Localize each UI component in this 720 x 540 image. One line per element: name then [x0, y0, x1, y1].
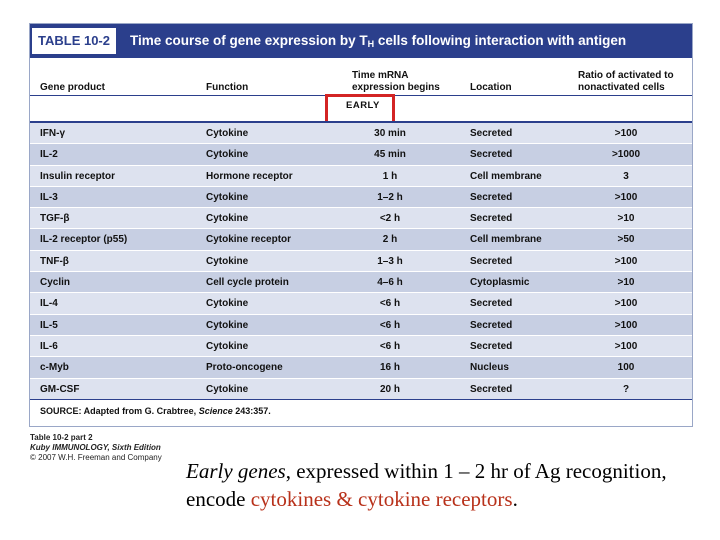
slide-caption: Early genes, expressed within 1 – 2 hr of Ag recognition, encode cytokines & cytokine receptors.	[186, 459, 667, 511]
location-cell: Secreted	[470, 383, 513, 395]
table-title: Time course of gene expression by $T_H$ cells following interaction with antigen	[130, 33, 627, 49]
function-cell: Cytokine	[206, 255, 249, 267]
source-divider	[30, 399, 692, 400]
time-cell: 4–6 h	[377, 277, 403, 289]
table-source: SOURCE: Adapted from G. Crabtree, Science 243:357.	[40, 406, 271, 416]
table-row	[30, 208, 692, 229]
figure-credit	[30, 433, 162, 463]
gene-product-cell: c-Myb	[40, 362, 69, 374]
location-cell: Secreted	[470, 298, 513, 310]
function-cell: Hormone receptor	[206, 170, 293, 182]
gene-product-cell: IL-4	[40, 298, 58, 310]
location-cell: Secreted	[470, 149, 513, 161]
time-cell: 20 h	[379, 383, 400, 395]
ratio-cell: ?	[622, 383, 630, 395]
time-cell: 1–3 h	[377, 255, 403, 267]
ratio-cell: >100	[614, 340, 638, 352]
header-function: Function	[206, 82, 249, 93]
gene-product-cell: Cyclin	[40, 277, 71, 289]
time-cell: 30 min	[374, 128, 406, 139]
table-row	[30, 123, 692, 144]
header-time: Time mRNA expression begins	[352, 70, 440, 93]
table-row	[30, 166, 692, 187]
ratio-cell: >100	[614, 191, 638, 203]
function-cell: Cytokine	[206, 298, 249, 310]
table-title-bar	[30, 24, 692, 58]
ratio-cell: 3	[623, 170, 629, 182]
gene-product-cell: Insulin receptor	[40, 170, 116, 182]
time-cell: <6 h	[379, 298, 401, 310]
function-cell: Proto-oncogene	[206, 362, 283, 374]
function-cell: Cytokine	[206, 191, 249, 203]
header-gene-product: Gene product	[40, 82, 106, 93]
function-cell: Cytokine receptor	[206, 234, 292, 246]
ratio-cell: >50	[617, 234, 635, 246]
gene-product-cell: IFN-γ	[40, 128, 65, 139]
function-cell: Cytokine	[206, 340, 249, 352]
location-cell: Secreted	[470, 340, 513, 352]
time-cell: 1–2 h	[377, 191, 403, 203]
ratio-cell: 100	[617, 362, 635, 374]
time-cell: 1 h	[382, 170, 398, 182]
location-cell: Cell membrane	[470, 234, 542, 246]
table-body	[30, 123, 692, 400]
gene-product-cell: GM-CSF	[40, 383, 80, 395]
ratio-cell: >100	[614, 319, 638, 331]
function-cell: Cytokine	[206, 149, 249, 161]
time-cell: <2 h	[379, 213, 401, 225]
group-label-early: EARLY	[346, 100, 380, 111]
gene-product-cell: TNF-β	[40, 255, 69, 267]
location-cell: Cytoplasmic	[470, 277, 530, 289]
gene-product-cell: IL-6	[40, 340, 58, 352]
credit-table-ref: Table 10-2 part 2	[30, 433, 93, 442]
table-row	[30, 379, 692, 400]
ratio-cell: >10	[617, 213, 635, 225]
gene-expression-table	[29, 23, 693, 427]
gene-product-cell: IL-2	[40, 149, 58, 161]
ratio-cell: >10	[617, 277, 635, 289]
table-row	[30, 251, 692, 272]
table-row	[30, 229, 692, 250]
gene-product-cell: IL-5	[40, 319, 58, 331]
table-row	[30, 293, 692, 314]
time-cell: 45 min	[374, 149, 406, 161]
time-cell: 16 h	[379, 362, 400, 374]
location-cell: Secreted	[470, 255, 513, 267]
table-row	[30, 357, 692, 378]
table-row	[30, 315, 692, 336]
location-cell: Secreted	[470, 213, 513, 225]
time-cell: 2 h	[382, 234, 398, 246]
table-row	[30, 336, 692, 357]
location-cell: Secreted	[470, 128, 513, 139]
table-row	[30, 144, 692, 165]
highlight-box	[325, 94, 395, 124]
location-cell: Nucleus	[470, 362, 509, 374]
table-row	[30, 187, 692, 208]
header-ratio: Ratio of activated to nonactivated cells	[578, 70, 674, 93]
ratio-cell: >100	[614, 128, 638, 139]
location-cell: Secreted	[470, 191, 513, 203]
ratio-cell: >100	[614, 298, 638, 310]
function-cell: Cytokine	[206, 319, 249, 331]
location-cell: Cell membrane	[470, 170, 542, 182]
location-cell: Secreted	[470, 319, 513, 331]
gene-product-cell: IL-2 receptor (p55)	[40, 234, 128, 246]
function-cell: Cytokine	[206, 383, 249, 395]
function-cell: Cell cycle protein	[206, 277, 289, 289]
header-location: Location	[470, 82, 512, 93]
time-cell: <6 h	[379, 340, 401, 352]
ratio-cell: >1000	[611, 149, 641, 161]
ratio-cell: >100	[614, 255, 638, 267]
function-cell: Cytokine	[206, 128, 249, 139]
function-cell: Cytokine	[206, 213, 249, 225]
gene-product-cell: IL-3	[40, 191, 58, 203]
gene-product-cell: TGF-β	[40, 213, 70, 225]
table-number: TABLE 10-2	[32, 28, 116, 54]
credit-book: Kuby IMMUNOLOGY, Sixth Edition	[30, 443, 161, 452]
table-row	[30, 272, 692, 293]
time-cell: <6 h	[379, 319, 401, 331]
credit-copyright: © 2007 W.H. Freeman and Company	[30, 453, 162, 462]
